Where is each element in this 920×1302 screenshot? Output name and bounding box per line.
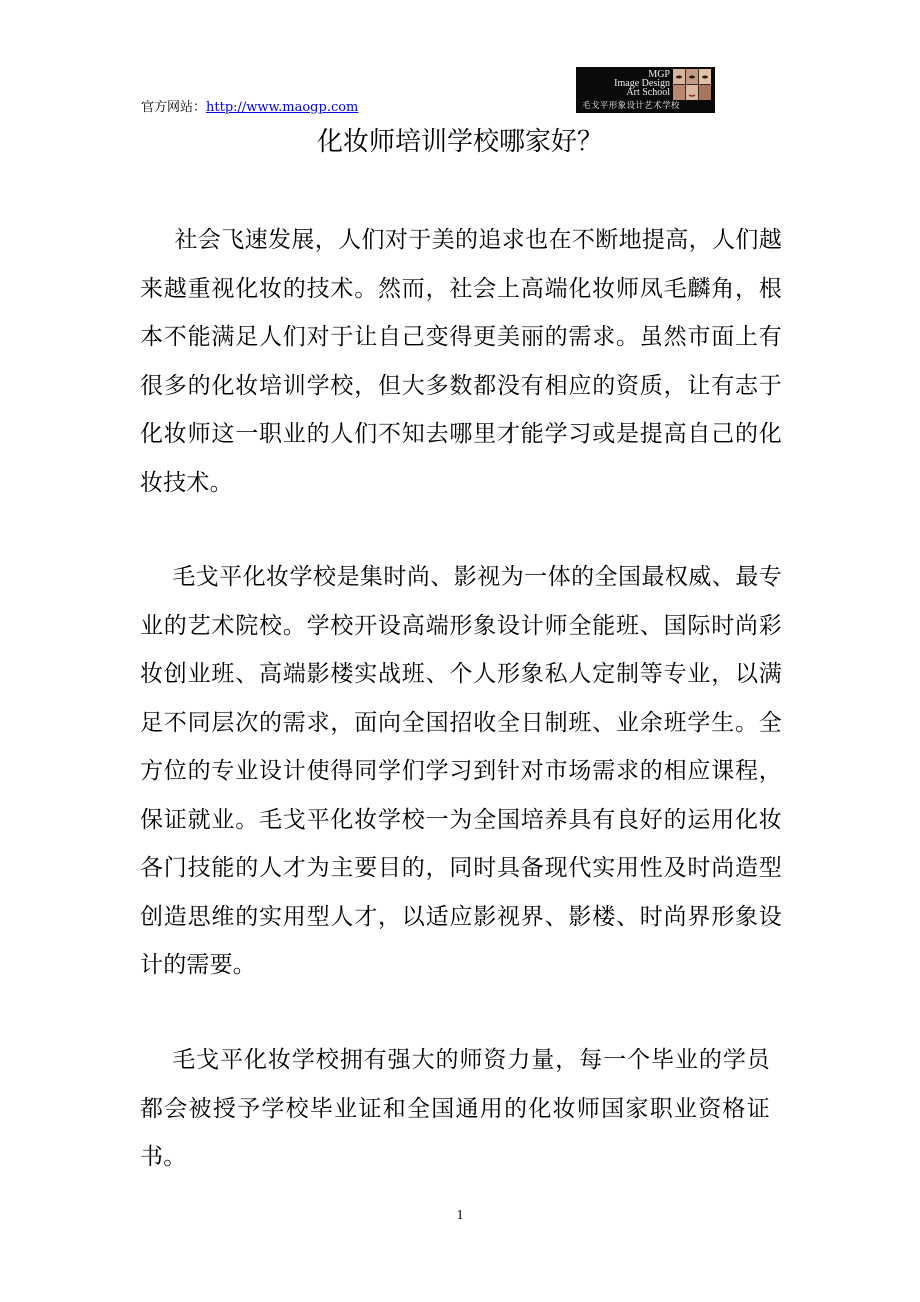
portrait-collage-icon bbox=[673, 69, 711, 100]
logo-line-3: Art School bbox=[626, 87, 670, 98]
page-number: 1 bbox=[456, 1208, 464, 1223]
paragraph-1: 社会飞速发展，人们对于美的追求也在不断地提高，人们越来越重视化妆的技术。然而，社会上高端化妆师凤毛麟角，根本不能满足人们对于让自己变得更美丽的需求。虽然市面上有很多的化妆培训学校，但大多数都没有相应的资质，让有志于化妆师这一职业的人们不知去哪里才能学习或是提高自己的化妆技术。 bbox=[140, 227, 782, 496]
logo-line-2: Image Design bbox=[614, 78, 670, 89]
school-logo bbox=[576, 67, 715, 113]
site-header bbox=[141, 100, 358, 116]
paragraph-3: 毛戈平化妆学校拥有强大的师资力量，每一个毕业的学员都会被授予学校毕业证和全国通用的化妆师国家职业资格证书。 bbox=[140, 1047, 770, 1170]
site-label: 官方网站： bbox=[141, 100, 207, 115]
page-title: 化妆师培训学校哪家好？ bbox=[316, 127, 603, 157]
logo-text bbox=[576, 70, 670, 97]
logo-chinese-name: 毛戈平形象设计艺术学校 bbox=[582, 101, 680, 111]
paragraph-2: 毛戈平化妆学校是集时尚、影视为一体的全国最权威、最专业的艺术院校。学校开设高端形象设计师全能班、国际时尚彩妆创业班、高端影楼实战班、个人形象私人定制等专业，以满足不同层次的需求，面向全国招收全日制班、业余班学生。全方位的专业设计使得同学们学习到针对市场需求的相应课程，保证就业。毛戈平化妆学校一为全国培养具有良好的运用化妆各门技能的人才为主要目的，同时具备现代实用性及时尚造型创造思维的实用型人才，以适应影视界、影楼、时尚界形象设计的需要。 bbox=[140, 564, 782, 978]
site-url-link[interactable]: http://www.maogp.com bbox=[206, 100, 359, 115]
logo-line-1: MGP bbox=[648, 69, 670, 80]
